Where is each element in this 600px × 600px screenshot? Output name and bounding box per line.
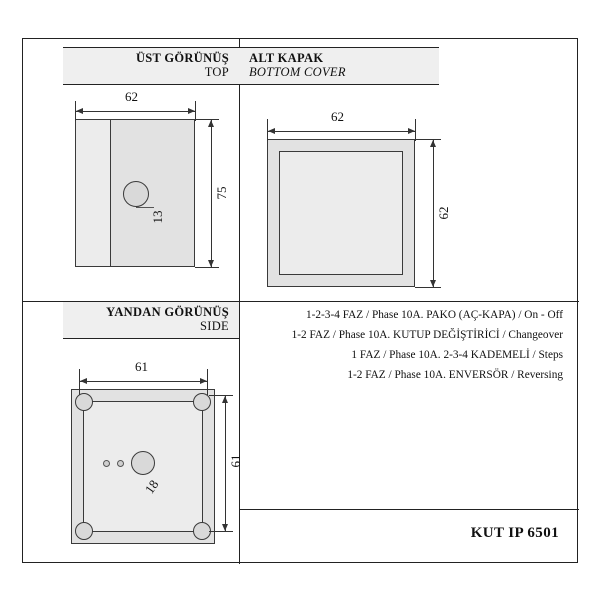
panel-title-bottom-cover-tr: ALT KAPAK <box>249 51 324 65</box>
panel-title-top-tr: ÜST GÖRÜNÜŞ <box>135 51 229 65</box>
top-view-center-hole <box>123 181 149 207</box>
cover-ext-right <box>415 119 416 141</box>
side-view-boss-bl <box>75 522 93 540</box>
top-view-ext-right <box>195 101 196 121</box>
top-view-dimline-width <box>75 111 195 112</box>
divider-horizontal-code <box>239 509 579 510</box>
side-ext-bottom <box>209 531 233 532</box>
cover-arrow-right <box>408 128 415 134</box>
cover-arrow-down <box>430 280 436 287</box>
panel-title-side <box>63 301 239 339</box>
top-view-arrow-left <box>76 108 83 114</box>
cover-arrow-up <box>430 140 436 147</box>
drawing-sheet <box>22 38 578 563</box>
spec-line-4: 1-2 FAZ / Phase 10A. ENVERSÖR / Reversing <box>347 369 563 381</box>
side-view-small-hole-left <box>103 460 110 467</box>
panel-title-side-tr: YANDAN GÖRÜNÜŞ <box>106 305 229 319</box>
top-view-dimline-height <box>211 119 212 267</box>
side-view-small-hole-mid <box>117 460 124 467</box>
side-arrow-down <box>222 524 228 531</box>
spec-line-3: 1 FAZ / Phase 10A. 2-3-4 KADEMELİ / Steps <box>351 349 563 361</box>
cover-dimline-height <box>433 139 434 287</box>
cover-ext-bottom <box>415 287 441 288</box>
divider-vertical-lower <box>239 301 240 564</box>
panel-title-side-en: SIDE <box>200 319 229 333</box>
cover-dimline-width <box>267 131 415 132</box>
top-view-arrow-up <box>208 120 214 127</box>
panel-title-bottom-cover <box>239 47 439 85</box>
side-dimline-height <box>225 395 226 531</box>
cover-inner <box>279 151 403 275</box>
dim-top-height: 75 <box>214 186 229 200</box>
dim-top-width: 62 <box>125 89 138 104</box>
spec-line-1: 1-2-3-4 FAZ / Phase 10A. PAKO (AÇ-KAPA) / On - Off <box>305 309 563 321</box>
top-view-arrow-right <box>188 108 195 114</box>
side-arrow-up <box>222 396 228 403</box>
side-arrow-right <box>200 378 207 384</box>
panel-title-top <box>63 47 239 85</box>
cover-arrow-left <box>268 128 275 134</box>
side-view-boss-tl <box>75 393 93 411</box>
top-view-left-strip <box>75 119 111 267</box>
panel-title-top-en: TOP <box>204 65 229 79</box>
side-dimline-width <box>79 381 207 382</box>
dim-top-hole: 13 <box>150 210 165 224</box>
top-view-ext-bottom <box>195 267 219 268</box>
side-ext-right <box>207 369 208 395</box>
side-view-center-hole <box>131 451 155 475</box>
top-view-hole-leader <box>136 207 154 208</box>
dim-cover-height: 62 <box>436 206 451 220</box>
spec-line-2: 1-2 FAZ / Phase 10A. KUTUP DEĞİŞTİRİCİ / Changeover <box>291 329 563 341</box>
dim-side-height: 61 <box>228 454 243 468</box>
dim-cover-width: 62 <box>331 109 344 124</box>
cover-ext-top <box>415 139 441 140</box>
dim-side-width: 61 <box>135 359 148 374</box>
top-view-arrow-down <box>208 260 214 267</box>
panel-title-bottom-cover-en: BOTTOM COVER <box>249 65 346 79</box>
product-code: KUT IP 6501 <box>470 525 559 541</box>
dim-side-hole: 18 <box>141 477 162 497</box>
side-arrow-left <box>80 378 87 384</box>
